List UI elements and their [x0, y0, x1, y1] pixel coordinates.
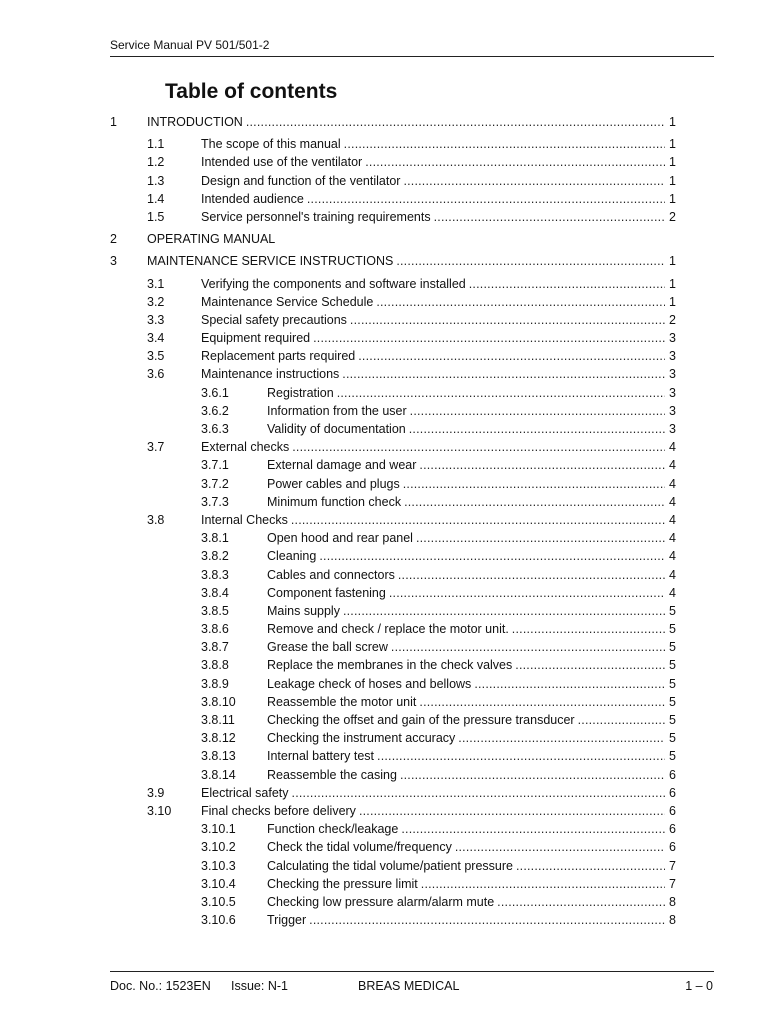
toc-entry-number: 3.8.13	[201, 749, 236, 764]
dot-leader	[416, 529, 665, 547]
toc-entry-title: Intended audience	[201, 191, 304, 206]
toc-entry[interactable]	[0, 893, 768, 911]
toc-entry[interactable]	[0, 693, 768, 711]
dot-leader	[344, 135, 665, 153]
toc-entry[interactable]	[0, 456, 768, 474]
toc-entry-page: 4	[669, 567, 676, 582]
toc-entry-number: 3.8.10	[201, 694, 236, 709]
toc-entry[interactable]	[0, 675, 768, 693]
dot-leader	[455, 838, 665, 856]
toc-entry-page: 5	[669, 658, 676, 673]
toc-entry[interactable]	[0, 711, 768, 729]
toc-entry[interactable]	[0, 802, 768, 820]
dot-leader	[292, 784, 665, 802]
dot-leader	[419, 456, 665, 474]
toc-entry-page: 1	[669, 115, 676, 129]
toc-entry[interactable]	[0, 875, 768, 893]
toc-entry-title: Leakage check of hoses and bellows	[267, 676, 472, 691]
toc-entry[interactable]	[0, 420, 768, 438]
toc-entry-page: 2	[669, 312, 676, 327]
toc-entry[interactable]	[0, 329, 768, 347]
dot-leader	[515, 656, 665, 674]
running-header: Service Manual PV 501/501-2	[110, 38, 270, 52]
toc-entry-number: 3.8.1	[201, 531, 229, 546]
toc-entry-number: 3.10	[147, 803, 172, 818]
toc-entry-number: 3.10.2	[201, 840, 236, 855]
toc-entry-title: Reassemble the motor unit	[267, 694, 417, 709]
toc-entry-page: 4	[669, 585, 676, 600]
toc-entry-number: 3.8.3	[201, 567, 229, 582]
toc-entry-number: 3.8.7	[201, 640, 229, 655]
toc-entry-title: Checking low pressure alarm/alarm mute	[267, 894, 495, 909]
toc-entry-number: 3.8.9	[201, 676, 229, 691]
toc-entry-title: Replacement parts required	[201, 349, 356, 364]
toc-entry-title: Validity of documentation	[267, 422, 406, 436]
toc-entry-page: 1	[669, 155, 676, 170]
toc-entry-number: 3.1	[147, 276, 165, 291]
toc-entry-page: 4	[669, 494, 676, 509]
toc-entry-title: Open hood and rear panel	[267, 531, 413, 546]
toc-entry[interactable]	[0, 347, 768, 365]
dot-leader	[376, 293, 665, 311]
toc-entry[interactable]	[0, 438, 768, 456]
toc-entry-page: 6	[669, 840, 676, 855]
toc-entry[interactable]	[0, 230, 768, 248]
toc-entry-number: 3.8.5	[201, 603, 229, 618]
dot-leader	[319, 547, 665, 565]
page-number: 1 – 0	[685, 979, 713, 993]
toc-entry-title: Special safety precautions	[201, 312, 347, 327]
toc-entry-title: Maintenance instructions	[201, 367, 340, 382]
toc-entry-number: 3.8.4	[201, 585, 229, 600]
dot-leader	[292, 438, 665, 456]
dot-leader	[403, 475, 665, 493]
toc-entry-number: 3.8.12	[201, 731, 236, 746]
page-title: Table of contents	[165, 80, 338, 103]
toc-entry-page: 1	[669, 173, 676, 188]
toc-entry-number: 3.7.1	[201, 458, 229, 473]
toc-entry-page: 1	[669, 137, 676, 152]
toc-entry-number: 3.4	[147, 331, 165, 346]
toc-entry-page: 4	[669, 458, 676, 473]
company-name: BREAS MEDICAL	[358, 979, 460, 993]
toc-entry[interactable]	[0, 547, 768, 565]
toc-entry-number: 3.5	[147, 349, 165, 364]
issue-label: Issue: N-1	[231, 979, 288, 993]
toc-entry-page: 6	[669, 803, 676, 818]
toc-entry-page: 3	[669, 331, 676, 346]
dot-leader	[350, 311, 665, 329]
toc-entry-title: Power cables and plugs	[267, 476, 400, 491]
toc-entry[interactable]	[0, 384, 768, 402]
toc-entry-page: 4	[669, 476, 676, 491]
dot-leader	[365, 153, 665, 171]
toc-entry-title: Information from the user	[267, 403, 407, 418]
dot-leader	[419, 693, 665, 711]
toc-entry-number: 2	[110, 232, 117, 247]
toc-entry-number: 3.8	[147, 512, 165, 527]
toc-entry-number: 1.5	[147, 209, 165, 224]
toc-entry-title: Verifying the components and software installed	[201, 276, 466, 291]
dot-leader	[578, 711, 665, 729]
toc-entry-title: Check the tidal volume/frequency	[267, 840, 452, 855]
toc-entry-number: 3	[110, 254, 117, 269]
toc-entry-title: Minimum function check	[267, 494, 402, 509]
toc-entry-page: 5	[669, 603, 676, 618]
dot-leader	[377, 747, 665, 765]
dot-leader	[246, 113, 665, 131]
toc-entry-title: The scope of this manual	[201, 137, 341, 152]
dot-leader	[409, 420, 665, 438]
toc-entry-number: 3.7.2	[201, 476, 229, 491]
dot-leader	[309, 911, 665, 929]
toc-entry-title: Remove and check / replace the motor unit.	[267, 622, 509, 637]
dot-leader	[313, 329, 665, 347]
dot-leader	[516, 857, 665, 875]
toc-entry-page: 5	[669, 676, 676, 691]
toc-entry-title: Final checks before delivery	[201, 803, 356, 818]
doc-number: Doc. No.: 1523EN	[110, 979, 211, 993]
dot-leader	[389, 584, 665, 602]
toc-entry-number: 3.10.1	[201, 822, 236, 837]
toc-entry-title: Cleaning	[267, 549, 317, 564]
toc-entry-page: 7	[669, 876, 676, 891]
toc-entry[interactable]	[0, 747, 768, 765]
toc-entry-number: 3.10.4	[201, 876, 236, 891]
toc-entry-number: 3.7	[147, 440, 165, 455]
toc-entry-title: Reassemble the casing	[267, 767, 397, 782]
toc-entry-title: Calculating the tidal volume/patient pressure	[267, 858, 513, 873]
toc-entry-page: 8	[669, 913, 676, 928]
toc-entry-page: 3	[669, 349, 676, 364]
toc-entry-title: Grease the ball screw	[267, 640, 388, 655]
toc-entry-page: 4	[669, 531, 676, 546]
toc-entry-number: 3.8.8	[201, 658, 229, 673]
dot-leader	[343, 602, 665, 620]
toc-entry-page: 3	[669, 403, 676, 418]
toc-entry[interactable]	[0, 208, 768, 226]
toc-entry[interactable]	[0, 857, 768, 875]
toc-entry-number: 3.8.14	[201, 767, 236, 782]
toc-entry[interactable]	[0, 113, 768, 131]
toc-entry-page: 6	[669, 822, 676, 837]
toc-entry[interactable]	[0, 311, 768, 329]
toc-entry-page: 6	[669, 785, 676, 800]
toc-entry-number: 3.6.2	[201, 403, 229, 418]
toc-entry-title: OPERATING MANUAL	[147, 232, 276, 247]
toc-entry-title: Registration	[267, 385, 334, 400]
toc-entry-page: 1	[669, 276, 676, 291]
dot-leader	[434, 208, 665, 226]
toc-entry-number: 3.3	[147, 312, 165, 327]
dot-leader	[401, 820, 665, 838]
toc-entry-number: 3.8.2	[201, 549, 229, 564]
toc-entry-number: 3.2	[147, 294, 165, 309]
toc-entry[interactable]	[0, 656, 768, 674]
footer-rule	[110, 971, 714, 972]
toc-entry-page: 3	[669, 385, 676, 400]
toc-entry-page: 6	[669, 767, 676, 782]
toc-entry-number: 3.9	[147, 785, 165, 800]
toc-entry-page: 5	[669, 713, 676, 727]
toc-entry[interactable]	[0, 475, 768, 493]
toc-entry-page: 3	[669, 367, 676, 382]
toc-entry-title: External damage and wear	[267, 458, 417, 473]
dot-leader	[359, 802, 665, 820]
toc-entry[interactable]	[0, 365, 768, 383]
toc-entry-title: INTRODUCTION	[147, 115, 243, 129]
toc-entry[interactable]	[0, 402, 768, 420]
dot-leader	[512, 620, 665, 638]
toc-entry[interactable]	[0, 190, 768, 208]
toc-entry-number: 3.6	[147, 367, 165, 382]
toc-entry-page: 4	[669, 440, 676, 455]
toc-entry[interactable]	[0, 172, 768, 190]
toc-entry-number: 3.10.5	[201, 894, 236, 909]
toc-entry-title: Internal Checks	[201, 512, 288, 527]
toc-entry-number: 3.6.1	[201, 385, 229, 400]
toc-entry-title: Maintenance Service Schedule	[201, 294, 374, 309]
toc-entry-title: MAINTENANCE SERVICE INSTRUCTIONS	[147, 254, 394, 269]
toc-entry[interactable]	[0, 584, 768, 602]
toc-entry-page: 7	[669, 858, 676, 873]
dot-leader	[307, 190, 665, 208]
header-rule	[110, 56, 714, 57]
toc-entry[interactable]	[0, 911, 768, 929]
toc-entry[interactable]	[0, 252, 768, 270]
toc-entry[interactable]	[0, 784, 768, 802]
toc-entry-page: 5	[669, 731, 676, 746]
toc-entry-title: Trigger	[267, 913, 307, 928]
toc-entry-number: 1.3	[147, 173, 165, 188]
dot-leader	[396, 252, 665, 270]
toc-entry-title: Electrical safety	[201, 785, 289, 800]
dot-leader	[398, 566, 665, 584]
toc-entry-title: Mains supply	[267, 603, 340, 618]
toc-entry-page: 8	[669, 894, 676, 909]
toc-entry-page: 5	[669, 694, 676, 709]
toc-entry[interactable]	[0, 766, 768, 784]
toc-entry[interactable]	[0, 135, 768, 153]
toc-entry-page: 1	[669, 294, 676, 309]
toc-entry-page: 4	[669, 549, 676, 564]
toc-entry[interactable]	[0, 729, 768, 747]
toc-entry-number: 3.7.3	[201, 494, 229, 509]
toc-entry-page: 4	[669, 512, 676, 527]
toc-entry-title: Checking the offset and gain of the pressure transducer	[267, 713, 575, 727]
toc-entry[interactable]	[0, 838, 768, 856]
dot-leader	[400, 766, 665, 784]
toc-entry-number: 1	[110, 115, 117, 129]
toc-entry-page: 2	[669, 209, 676, 224]
dot-leader	[404, 493, 665, 511]
dot-leader	[497, 893, 665, 911]
toc-entry-page: 5	[669, 749, 676, 764]
dot-leader	[358, 347, 665, 365]
dot-leader	[342, 365, 665, 383]
table-of-contents	[0, 113, 768, 929]
toc-entry[interactable]	[0, 511, 768, 529]
dot-leader	[337, 384, 665, 402]
toc-entry-title: Service personnel's training requirements	[201, 209, 431, 224]
dot-leader	[391, 638, 665, 656]
toc-entry[interactable]	[0, 493, 768, 511]
toc-entry-title: Cables and connectors	[267, 567, 395, 582]
toc-entry-title: Equipment required	[201, 331, 311, 346]
toc-entry-number: 3.8.6	[201, 622, 229, 637]
toc-entry-title: Replace the membranes in the check valves	[267, 658, 513, 673]
toc-entry-number: 3.10.6	[201, 913, 236, 928]
toc-entry[interactable]	[0, 602, 768, 620]
toc-entry[interactable]	[0, 529, 768, 547]
dot-leader	[291, 511, 665, 529]
toc-entry-number: 1.1	[147, 137, 165, 152]
toc-entry-title: Internal battery test	[267, 749, 375, 764]
toc-entry-page: 5	[669, 622, 676, 637]
dot-leader	[469, 275, 665, 293]
dot-leader	[421, 875, 665, 893]
toc-entry-title: Checking the pressure limit	[267, 876, 418, 891]
toc-entry[interactable]	[0, 275, 768, 293]
dot-leader	[403, 172, 665, 190]
toc-entry[interactable]	[0, 153, 768, 171]
toc-entry-title: Checking the instrument accuracy	[267, 731, 456, 746]
toc-entry-title: External checks	[201, 440, 290, 455]
toc-entry[interactable]	[0, 566, 768, 584]
toc-entry[interactable]	[0, 620, 768, 638]
toc-entry-title: Function check/leakage	[267, 822, 399, 837]
toc-entry-title: Intended use of the ventilator	[201, 155, 363, 170]
toc-entry-page: 1	[669, 254, 676, 269]
toc-entry-number: 3.10.3	[201, 858, 236, 873]
toc-entry-page: 3	[669, 422, 676, 436]
dot-leader	[410, 402, 665, 420]
toc-entry-title: Component fastening	[267, 585, 386, 600]
dot-leader	[474, 675, 665, 693]
toc-entry[interactable]	[0, 638, 768, 656]
toc-entry-number: 1.4	[147, 191, 165, 206]
toc-entry-page: 5	[669, 640, 676, 655]
toc-entry-title: Design and function of the ventilator	[201, 173, 401, 188]
dot-leader	[458, 729, 665, 747]
toc-entry-page: 1	[669, 191, 676, 206]
toc-entry-number: 1.2	[147, 155, 165, 170]
toc-entry[interactable]	[0, 293, 768, 311]
toc-entry[interactable]	[0, 820, 768, 838]
toc-entry-number: 3.8.11	[201, 713, 235, 727]
toc-entry-number: 3.6.3	[201, 422, 229, 436]
